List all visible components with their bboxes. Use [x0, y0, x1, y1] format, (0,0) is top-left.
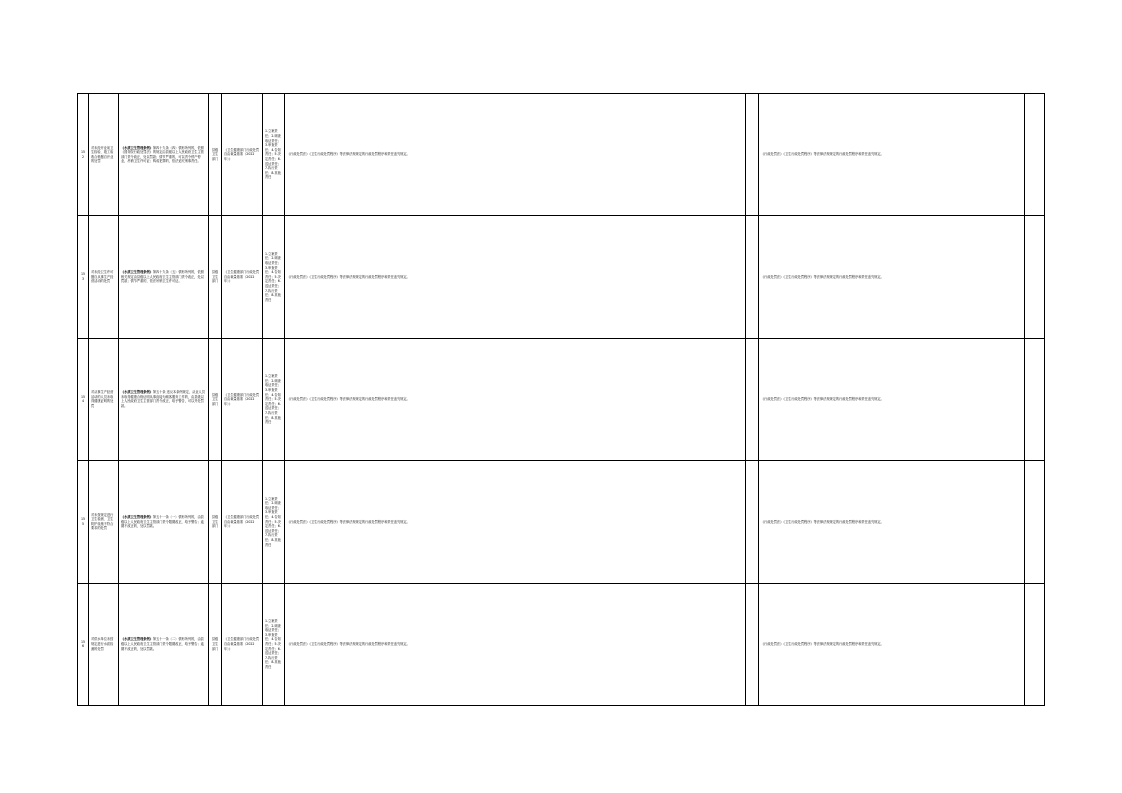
legal-basis: [119, 338, 209, 460]
legal-basis-title: 《水质卫生管理条例》: [121, 270, 153, 275]
discretion-standard: 《卫生健康部门行政处罚自由裁量基准（2022年）》: [222, 583, 263, 705]
table-body: [78, 94, 1045, 706]
item-name: 对未按规定进行卫生检测、卫生防护设施不符合要求的处罚: [89, 461, 119, 583]
responsibility-content: 《行政处罚法》《卫生行政处罚程序》等法律法规规定的行政处罚程序和责任追究规定。: [285, 216, 746, 338]
legal-basis-body: 第五十一条（二）情形所列的，由县级以上人民政府卫生主管部门责令限期改正，给予警告；逾期不改正的，处以罚款。: [121, 637, 204, 651]
remarks-cell: [1025, 216, 1045, 338]
responsibility-content: 《行政处罚法》《卫生行政处罚程序》等法律法规规定的行政处罚程序和责任追究规定。: [285, 461, 746, 583]
remarks-cell: [1025, 338, 1045, 460]
implementing-dept: 县级卫生部门: [209, 216, 222, 338]
remarks-cell: [1025, 583, 1045, 705]
item-name: 对从事生产经营活动的人员未取得健康证明的处罚: [89, 338, 119, 460]
legal-basis: [119, 94, 209, 216]
responsibility-items: 1.立案责任；2.调查取证责任；3.审查责任；4.告知责任；5.决定责任；6.送达责任；7.执行责任；8.其他责任: [263, 583, 285, 705]
table-row: [78, 338, 1045, 460]
legal-basis-title: 《水质卫生管理条例》: [121, 637, 153, 642]
accountability-basis: 《行政处罚法》《卫生行政处罚程序》等法律法规规定的行政处罚程序和责任追究规定。: [759, 583, 1025, 705]
legal-basis-title: 《水质卫生管理条例》: [121, 145, 153, 150]
legal-basis-body: 第四十九条（五）情形所列的，依照相关规定由县级以上人民政府卫生主管部门责令改正，处以罚款；情节严重的，依法吊销卫生许可证。: [121, 270, 204, 284]
accountability-basis: 《行政处罚法》《卫生行政处罚程序》等法律法规规定的行政处罚程序和责任追究规定。: [759, 338, 1025, 460]
legal-basis: [119, 216, 209, 338]
table-row: [78, 583, 1045, 705]
powers-table: [77, 93, 1045, 706]
discretion-standard: 《卫生健康部门行政处罚自由裁量基准（2022年）》: [222, 216, 263, 338]
item-name: 对供水单位未按规定进行水质检测的处罚: [89, 583, 119, 705]
responsible-subject: [746, 461, 759, 583]
responsible-subject: [746, 583, 759, 705]
table-row: [78, 461, 1045, 583]
responsibility-content: 《行政处罚法》《卫生行政处罚程序》等法律法规规定的行政处罚程序和责任追究规定。: [285, 338, 746, 460]
accountability-basis: 《行政处罚法》《卫生行政处罚程序》等法律法规规定的行政处罚程序和责任追究规定。: [759, 94, 1025, 216]
legal-basis-title: 《水质卫生管理条例》: [121, 390, 153, 395]
remarks-cell: [1025, 94, 1045, 216]
discretion-standard: 《卫生健康部门行政处罚自由裁量基准（2022年）》: [222, 461, 263, 583]
accountability-basis: 《行政处罚法》《卫生行政处罚程序》等法律法规规定的行政处罚程序和责任追究规定。: [759, 461, 1025, 583]
responsible-subject: [746, 94, 759, 216]
table-row: [78, 216, 1045, 338]
responsibility-items: 1.立案责任；2.调查取证责任；3.审查责任；4.告知责任；5.决定责任；6.送达责任；7.执行责任；8.其他责任: [263, 338, 285, 460]
implementing-dept: 县级卫生部门: [209, 94, 222, 216]
implementing-dept: 县级卫生部门: [209, 461, 222, 583]
table-row: [78, 94, 1045, 216]
legal-basis-body: 第五十条 违反本条例规定，从业人员未取得健康合格证明从事直接为顾客服务工作的，由县级以上人民政府卫生主管部门责令改正，给予警告，可以并处罚款。: [121, 390, 205, 409]
responsibility-content: 《行政处罚法》《卫生行政处罚程序》等法律法规规定的行政处罚程序和责任追究规定。: [285, 94, 746, 216]
responsibility-items: 1.立案责任；2.调查取证责任；3.审查责任；4.告知责任；5.决定责任；6.送达责任；7.执行责任；8.其他责任: [263, 94, 285, 216]
row-number: 152: [78, 94, 89, 216]
accountability-basis: 《行政处罚法》《卫生行政处罚程序》等法律法规规定的行政处罚程序和责任追究规定。: [759, 216, 1025, 338]
item-name: 对未经卫生许可擅自从事生产经营活动的处罚: [89, 216, 119, 338]
responsibility-items: 1.立案责任；2.调查取证责任；3.审查责任；4.告知责任；5.决定责任；6.送达责任；7.执行责任；8.其他责任: [263, 461, 285, 583]
responsible-subject: [746, 338, 759, 460]
legal-basis: [119, 461, 209, 583]
legal-basis-body: 第五十一条（一）情形所列的，由县级以上人民政府卫生主管部门责令限期改正，给予警告；逾期不改正的，处以罚款。: [121, 514, 204, 529]
responsible-subject: [746, 216, 759, 338]
legal-basis: [119, 583, 209, 705]
discretion-standard: 《卫生健康部门行政处罚自由裁量基准（2022年）》: [222, 338, 263, 460]
row-number: 154: [78, 338, 89, 460]
item-name: 对未经开业前卫生检验、竣工验收合格擅自开业的处罚: [89, 94, 119, 216]
legal-basis-title: 《水质卫生管理条例》: [121, 514, 153, 519]
remarks-cell: [1025, 461, 1045, 583]
legal-basis-body: 第四十九条（四）情形所列的，依照《国务院行政处罚法》的规定由县级以上人民政府卫生主管部门责令改正，处以罚款；情节严重的，可以责令停产停业，吊销卫生许可证；构成犯罪的，依法追究刑事责任。: [121, 145, 204, 164]
implementing-dept: 县级卫生部门: [209, 338, 222, 460]
row-number: 155: [78, 461, 89, 583]
responsibility-items: 1.立案责任；2.调查取证责任；3.审查责任；4.告知责任；5.决定责任；6.送达责任；7.执行责任；8.其他责任: [263, 216, 285, 338]
implementing-dept: 县级卫生部门: [209, 583, 222, 705]
row-number: 156: [78, 583, 89, 705]
responsibility-content: 《行政处罚法》《卫生行政处罚程序》等法律法规规定的行政处罚程序和责任追究规定。: [285, 583, 746, 705]
row-number: 153: [78, 216, 89, 338]
discretion-standard: 《卫生健康部门行政处罚自由裁量基准（2022年）》: [222, 94, 263, 216]
